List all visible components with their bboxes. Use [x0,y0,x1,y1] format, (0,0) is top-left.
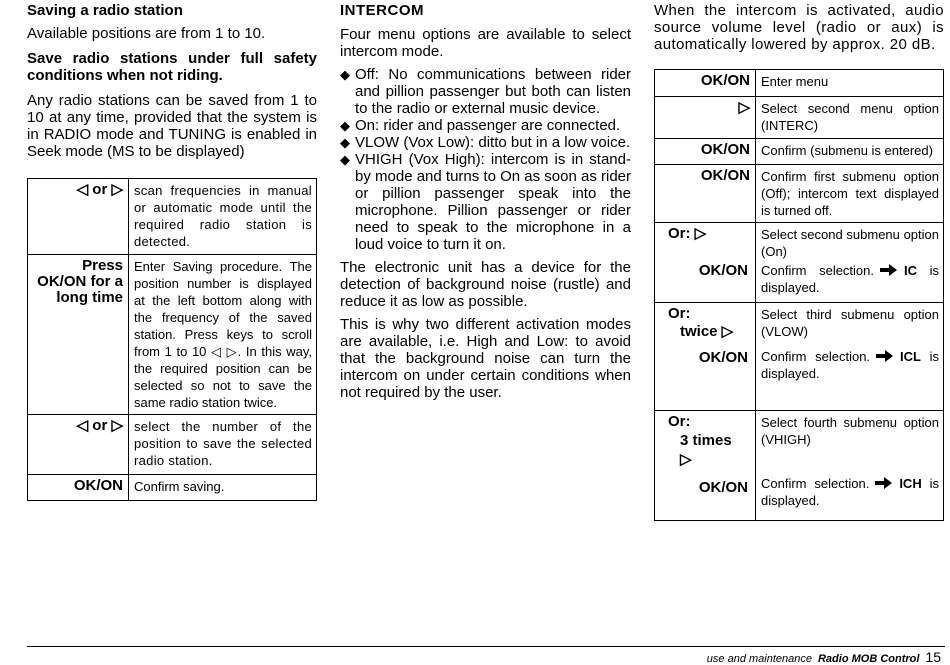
page-footer [707,649,941,665]
column-intercom [340,0,631,401]
footer-section: use and maintenance [706,653,812,665]
volume-note: When the intercom is activated, audio source volume level (radio or aux) is automatically lowered by approx. 20 dB. [654,2,944,53]
table-row [655,223,944,303]
list-item: ◆ VHIGH (Vox High): intercom is in stand-by mode and turns to On as soon as rider or pillion passenger speak into the microphone. Pillion passenger or rider need to speak to the microphone in a loud voice to turn it on. [340,151,631,253]
step-description: select the number of the position to save the selected radio station. [129,415,317,475]
bullet-icon: ◆ [340,67,350,82]
list-item: ◆ Off: No communications between rider and pillion passenger but both can listen to the radio or external music device. [340,66,631,117]
step-key: Or: 3 times ▷ OK/ON [655,411,756,521]
page-number: 15 [925,649,941,665]
intercom-mode-list [340,66,631,253]
step-key: OK/ON [655,70,756,97]
step-key: Or: twice ▷ OK/ON [655,303,756,411]
bullet-icon: ◆ [340,135,350,150]
saving-intro: Any radio stations can be saved from 1 to 10 at any time, provided that the system is in RADIO mode and TUNING is enabled in Seek mode (MS to be displayed) [27,92,317,160]
step-description: Enter menu [756,70,944,97]
activation-modes-text: This is why two different activation modes are available, i.e. High and Low: to avoid that the background noise can turn the intercom on under certain conditions when not required by the user. [340,316,631,401]
footer-divider [27,646,945,647]
table-row [28,415,317,475]
step-description: Select fourth submenu option (VHIGH) Confirm selection. ICH is displayed. [756,411,944,521]
step-key: Press OK/ON for a long time [28,255,129,415]
step-key: OK/ON [655,165,756,223]
arrow-right-icon [875,477,893,489]
table-row [655,97,944,139]
step-description: Select third submenu option (VLOW) Confirm selection. ICL is displayed. [756,303,944,411]
footer-product: Radio MOB Control [817,653,920,665]
section-title-saving: Saving a radio station [27,2,183,19]
arrow-right-icon [880,264,898,276]
step-description: Confirm (submenu is entered) [756,139,944,165]
step-key: ▷ [655,97,756,139]
intercom-menu-table [654,69,944,521]
step-description: Select second menu option (INTERC) [756,97,944,139]
section-title-intercom: INTERCOM [340,2,424,19]
bullet-icon: ◆ [340,118,350,133]
step-key: OK/ON [655,139,756,165]
table-row [655,70,944,97]
list-item: ◆ On: rider and passenger are connected. [340,117,621,134]
step-description: Select second submenu option (On) Confirm selection. IC is displayed. [756,223,944,303]
column-intercom-menu [654,0,944,521]
noise-detection-text: The electronic unit has a device for the detection of background noise (rustle) and reduce it as low as possible. [340,259,631,310]
table-row [28,475,317,501]
bullet-icon: ◆ [340,152,350,167]
table-row [655,139,944,165]
intercom-intro: Four menu options are available to select intercom mode. [340,26,631,60]
step-key: ◁ or ▷ [28,415,129,475]
step-description: Enter Saving procedure. The position number is displayed at the left bottom along with the frequency of the saved station. Press keys to scroll from 1 to 10 ◁ ▷. In this way, the required position can be selected so not to save the same radio station twice. [129,255,317,415]
saving-steps-table [27,178,317,501]
step-key: Or: ▷ OK/ON [655,223,756,303]
step-description: scan frequencies in manual or automatic mode until the required radio station is detected. [129,179,317,255]
step-key: ◁ or ▷ [28,179,129,255]
table-row [655,165,944,223]
step-description: Confirm first submenu option (Off); intercom text displayed is turned off. [756,165,944,223]
step-description: Confirm saving. [129,475,317,501]
table-row [28,179,317,255]
safety-warning: Save radio stations under full safety conditions when not riding. [27,50,317,84]
positions-text: Available positions are from 1 to 10. [27,25,266,42]
list-item: ◆ VLOW (Vox Low): ditto but in a low voice. [340,134,631,151]
column-saving-radio-station [27,0,317,501]
table-row [655,303,944,411]
arrow-right-icon [876,350,894,362]
table-row [28,255,317,415]
step-key: OK/ON [28,475,129,501]
table-row [655,411,944,521]
